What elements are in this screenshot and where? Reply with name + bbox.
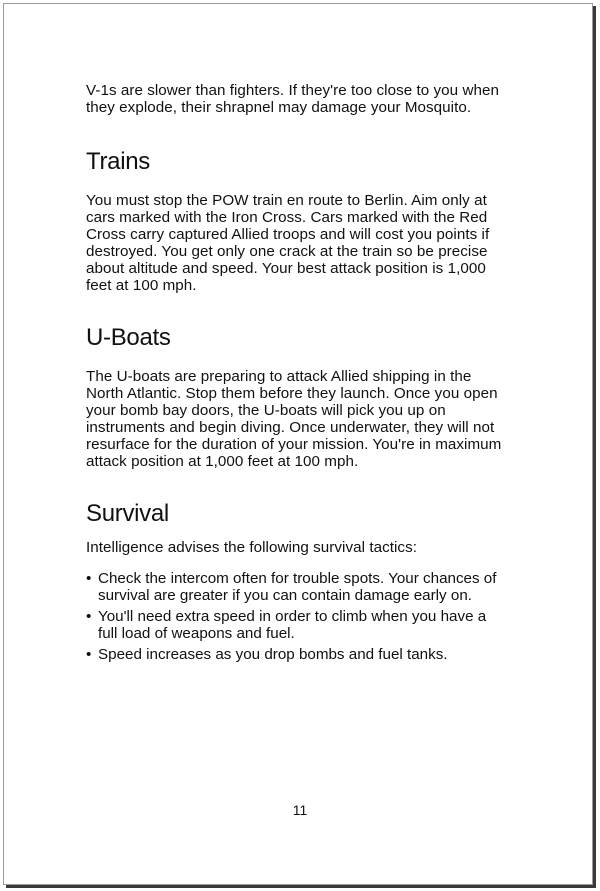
- page-number: 11: [292, 802, 308, 818]
- survival-intro: Intelligence advises the following survival tactics:: [86, 539, 417, 556]
- survival-heading: Survival: [86, 500, 169, 527]
- v1-paragraph: V-1s are slower than fighters. If they're too close to you when they explode, their shrapnel may damage your Mosquito.: [86, 82, 499, 116]
- list-item: [86, 570, 506, 604]
- page-content: [86, 82, 506, 667]
- trains-paragraph: You must stop the POW train en route to Berlin. Aim only at cars marked with the Iron Cross. Cars marked with the Red Cross carry captured Allied troops and will cost you points if destroyed. You get only one crack at the train so be precise about altitude and speed. Your best attack position is 1,000 feet at 100 mph.: [86, 192, 490, 294]
- tactic-text: Speed increases as you drop bombs and fuel tanks.: [98, 646, 448, 663]
- list-item: [86, 646, 506, 663]
- bullet-icon: •: [86, 646, 92, 663]
- tactic-text: You'll need extra speed in order to climb when you have a full load of weapons and fuel.: [98, 608, 487, 642]
- trains-heading: Trains: [86, 148, 150, 175]
- uboats-heading: U-Boats: [86, 324, 171, 351]
- tactic-text: Check the intercom often for trouble spots. Your chances of survival are greater if you can contain damage early on.: [98, 570, 497, 604]
- survival-tactics-list: [86, 570, 506, 663]
- bullet-icon: •: [86, 608, 92, 625]
- uboats-paragraph: The U-boats are preparing to attack Allied shipping in the North Atlantic. Stop them before they launch. Once you open your bomb bay doors, the U-boats will pick you up on instruments and begin diving. Once underwater, they will not resurface for the duration of your mission. You're in maximum attack position at 1,000 feet at 100 mph.: [86, 368, 502, 470]
- list-item: [86, 608, 506, 642]
- bullet-icon: •: [86, 570, 92, 587]
